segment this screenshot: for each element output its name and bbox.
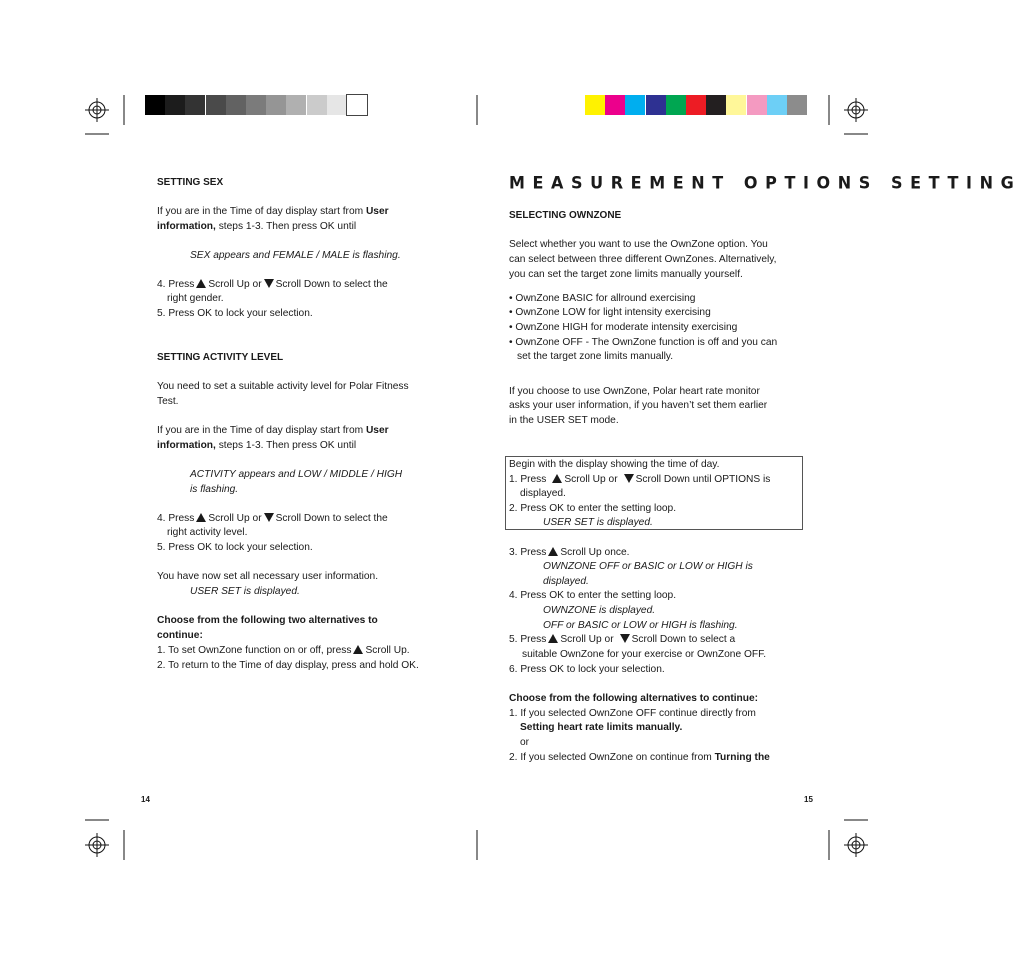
continue-1: 1. If you selected OwnZone OFF continue directly from	[509, 708, 756, 719]
registration-mark-bottom-right	[844, 833, 868, 857]
box-step1-cont: displayed.	[520, 488, 566, 499]
arrow-up-icon	[196, 513, 206, 522]
page-title: MEASUREMENT OPTIONS SETTING	[509, 172, 1021, 193]
sex-step5: 5. Press OK to lock your selection.	[157, 308, 313, 319]
calibration-swatch	[646, 95, 666, 115]
page-number-right: 15	[804, 795, 813, 804]
heading-setting-sex: SETTING SEX	[157, 177, 224, 188]
box-line1: Begin with the display showing the time of day.	[509, 459, 720, 470]
sex-step4-cont: right gender.	[167, 293, 224, 304]
calibration-swatch	[327, 95, 347, 115]
calibration-swatch	[726, 95, 746, 115]
choose-two-line2: continue:	[157, 630, 203, 641]
text: Scroll Down to select the	[275, 279, 388, 290]
continue-heading: Choose from the following alternatives to continue:	[509, 693, 759, 704]
text: Scroll Up.	[365, 645, 410, 656]
step3	[509, 546, 629, 561]
arrow-down-icon	[264, 279, 274, 288]
activity-note-line2: is flashing.	[190, 484, 239, 495]
box-step2-note: USER SET is displayed.	[543, 517, 653, 528]
step3-note-line1: OWNZONE OFF or BASIC or LOW or HIGH is	[543, 561, 753, 572]
arrow-down-icon	[620, 634, 630, 643]
arrow-up-icon	[548, 547, 558, 556]
calibration-swatch	[747, 95, 767, 115]
text: 1. To set OwnZone function on or off, press	[157, 645, 352, 656]
calibration-swatch	[585, 95, 605, 115]
text: Scroll Up or	[564, 474, 618, 485]
arrow-up-icon	[353, 645, 363, 654]
calibration-swatch	[666, 95, 686, 115]
box-step1	[509, 473, 770, 488]
activity-done-line1: You have now set all necessary user information.	[157, 571, 379, 582]
calibration-swatch	[787, 95, 807, 115]
bullet-item: • OwnZone BASIC for allround exercising	[509, 293, 696, 304]
calibration-swatch	[767, 95, 787, 115]
calibration-swatch	[605, 95, 625, 115]
alt-2: 2. To return to the Time of day display, press and hold OK.	[157, 660, 419, 671]
step4: 4. Press OK to enter the setting loop.	[509, 590, 677, 601]
arrow-down-icon	[264, 513, 274, 522]
text: 5. Press	[509, 634, 547, 645]
activity-done-line2: USER SET is displayed.	[190, 586, 300, 597]
bullet-item: • OwnZone OFF - The OwnZone function is off and you can	[509, 337, 778, 348]
registration-mark-top-left	[85, 98, 109, 122]
activity-p2-line2	[157, 439, 356, 454]
bold-text: information,	[157, 221, 216, 232]
text: 1. Press	[509, 474, 547, 485]
text: If you are in the Time of day display start from	[157, 206, 364, 217]
calibration-swatch	[625, 95, 645, 115]
step5	[509, 633, 735, 648]
alt-1	[157, 644, 410, 659]
calibration-swatch	[266, 95, 286, 115]
text: 4. Press	[157, 513, 195, 524]
sex-paragraph-line2	[157, 220, 356, 235]
step4-note-line2: OFF or BASIC or LOW or HIGH is flashing.	[543, 620, 738, 631]
select-p1-line3: you can set the target zone limits manually yourself.	[509, 269, 743, 280]
bullet-item: • OwnZone LOW for light intensity exercising	[509, 307, 711, 318]
text: Scroll Down to select a	[631, 634, 736, 645]
bold-text: User	[365, 425, 389, 436]
step4-note-line1: OWNZONE is displayed.	[543, 605, 656, 616]
sex-note: SEX appears and FEMALE / MALE is flashing.	[190, 250, 401, 261]
calibration-swatch	[286, 95, 306, 115]
activity-p1-line1: You need to set a suitable activity level for Polar Fitness	[157, 381, 409, 392]
activity-p1-line2: Test.	[157, 396, 179, 407]
box-step2: 2. Press OK to enter the setting loop.	[509, 503, 677, 514]
registration-mark-bottom-left	[85, 833, 109, 857]
continue-1-link: Setting heart rate limits manually.	[520, 722, 683, 733]
text: Scroll Up once.	[560, 547, 630, 558]
bold-text: information,	[157, 440, 216, 451]
continue-or: or	[520, 737, 530, 748]
step3-note-line2: displayed.	[543, 576, 589, 587]
text: 4. Press	[157, 279, 195, 290]
heading-setting-activity: SETTING ACTIVITY LEVEL	[157, 352, 284, 363]
heading-selecting-ownzone: SELECTING OWNZONE	[509, 210, 622, 221]
calibration-swatch	[185, 95, 205, 115]
text: Scroll Down to select the	[275, 513, 388, 524]
continue-2	[509, 751, 770, 766]
bold-text: User	[365, 206, 389, 217]
activity-step4	[157, 512, 388, 527]
arrow-up-icon	[548, 634, 558, 643]
bullet-item-cont: set the target zone limits manually.	[517, 351, 674, 362]
text: 3. Press	[509, 547, 547, 558]
text: steps 1-3. Then press OK until	[218, 221, 357, 232]
calibration-swatch	[307, 95, 327, 115]
text: steps 1-3. Then press OK until	[218, 440, 357, 451]
select-p1-line1: Select whether you want to use the OwnZone option. You	[509, 239, 768, 250]
calibration-swatch	[246, 95, 266, 115]
bold-text: Turning the	[714, 752, 770, 763]
sex-step4	[157, 278, 388, 293]
choose-two-line1: Choose from the following two alternatives to	[157, 615, 378, 626]
select-p2-line3: in the USER SET mode.	[509, 415, 619, 426]
calibration-swatch	[206, 95, 226, 115]
arrow-up-icon	[552, 474, 562, 483]
calibration-swatch	[145, 95, 165, 115]
step5-cont: suitable OwnZone for your exercise or OwnZone OFF.	[522, 649, 767, 660]
text: Scroll Up or	[560, 634, 614, 645]
select-p2-line1: If you choose to use OwnZone, Polar heart rate monitor	[509, 386, 760, 397]
text: If you are in the Time of day display start from	[157, 425, 364, 436]
select-p2-line2: asks your user information, if you haven’t set them earlier	[509, 400, 768, 411]
arrow-down-icon	[624, 474, 634, 483]
calibration-swatch	[165, 95, 185, 115]
arrow-up-icon	[196, 279, 206, 288]
calibration-swatch	[347, 95, 367, 115]
text: 2. If you selected OwnZone on continue from	[509, 752, 712, 763]
activity-p2-line1	[157, 424, 389, 439]
step6: 6. Press OK to lock your selection.	[509, 664, 665, 675]
activity-note-line1: ACTIVITY appears and LOW / MIDDLE / HIGH	[190, 469, 403, 480]
text: Scroll Up or	[208, 279, 262, 290]
activity-step5: 5. Press OK to lock your selection.	[157, 542, 313, 553]
select-p1-line2: can select between three different OwnZones. Alternatively,	[509, 254, 777, 265]
activity-step4-cont: right activity level.	[167, 527, 248, 538]
calibration-swatch	[706, 95, 726, 115]
bullet-item: • OwnZone HIGH for moderate intensity exercising	[509, 322, 738, 333]
text: Scroll Down until OPTIONS is	[635, 474, 771, 485]
text: Scroll Up or	[208, 513, 262, 524]
page-number-left: 14	[141, 795, 150, 804]
registration-mark-top-right	[844, 98, 868, 122]
calibration-swatch	[226, 95, 246, 115]
sex-paragraph-line1	[157, 205, 389, 220]
calibration-swatch	[686, 95, 706, 115]
